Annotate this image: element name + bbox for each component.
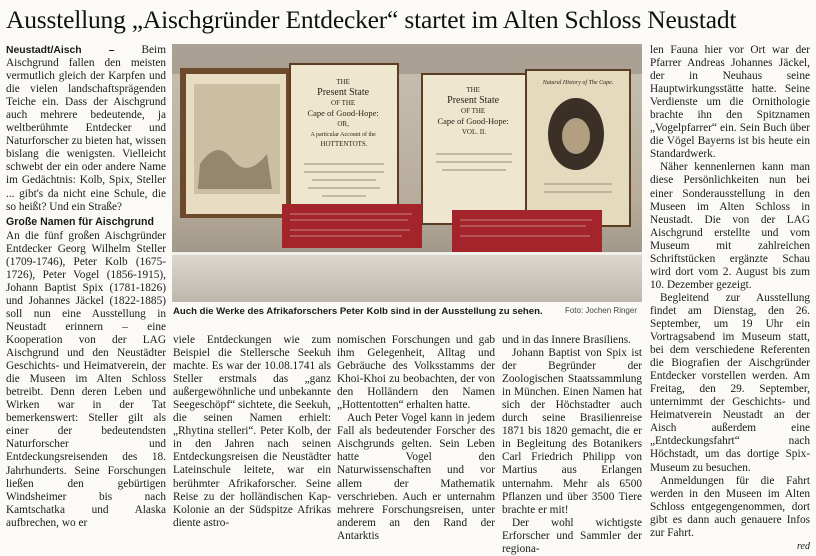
column-1 (6, 44, 166, 529)
paragraph: Der wohl wichtigste Erforscher und Sammler der regiona- (502, 516, 642, 555)
photo-caption (173, 306, 641, 322)
dateline: Neustadt/Aisch – (6, 45, 115, 56)
lead-paragraph (6, 44, 166, 214)
right-book-title: THE Present State OF THE Cape of Good-Hope: VOL. II. (437, 86, 509, 136)
photo-illustration (172, 44, 642, 302)
paragraph: nomischen Forschungen und gab ihm Gelegenheit, Alltag und Gebräuche des Volksstamms der Khoi-Khoi zu beobachten, der von den Holländern den Namen „Hottentotten“ erhalten hatte. (337, 334, 495, 412)
paragraph: An die fünf großen Aischgründer Entdecker Georg Wilhelm Steller (1709-1746), Peter Kolb (1675-1726), Peter Vogel (1856-1915), Johann Baptist Spix (1781-1826) und Johannes Jäckel (1822-1885) soll nun eine Ausstellung in Neustadt erinnern – eine Kooperation von der LAG Aischgrund und den Neustädter Geschichts- und Heimatverein, der die Museen im Alten Schloss betreibt. Denn deren Leben und Wirken war in der Tat bemerkenswert: Steller gilt als einer der bedeutendsten Naturforscher und Entdeckungsreisenden des 18. Jahrhunderts. Seine Forschungen ließen den gebürtigen Windsheimer bis nach Kamtschatka und Alaska aufbrechen, wo er (6, 229, 166, 529)
photo-credit: Foto: Jochen Ringer (564, 306, 637, 315)
subheading: Große Namen für Aischgrund (6, 215, 154, 228)
paragraph: Näher kennenlernen kann man diese Persönlichkeiten nun bei einer Sonderausstellung in den Museen im Alten Schloss in Neustadt. Die von der LAG Aischgrund erstellte und vom Museum mit zahlreichen Schriftstücken ergänzte Schau wird dort vom 2. August bis zum 10. Dezember gezeigt. (650, 161, 810, 291)
column-5 (650, 44, 810, 552)
right-book-subtitle: Natural History of The Cape. (542, 80, 614, 86)
exhibition-photo (172, 44, 642, 302)
left-book (180, 64, 398, 222)
paragraph: viele Entdeckungen wie zum Beispiel die Stellersche Seekuh machte. Es war der 10.08.1741 als Steller erstmals das „ganz außergewöhnliche und unbekannte Seegeschöpf“ sichtete, die Seekuh, die seinen Namen erhielt: „Rhytina stelleri“. Peter Kolb, der in den Jahren nach seinen Entdeckungsreisen die Neustädter Lateinschule leitete, war ein berühmter Afrikaforscher. Seine Reise zu der holländischen Kap-Kolonie an der Südspitze Afrikas diente astro- (173, 334, 331, 529)
paragraph: Johann Baptist von Spix ist der Begründer der Zoologischen Staatssammlung in München. Einen Namen hat sich der Höchstadter auch durch seine Brasilienreise 1871 bis 1820 gemacht, die er in Begleitung des Botanikers Carl Friedrich Philipp von Martius aus Erlangen unternahm. Mehr als 6500 Pflanzen und über 3500 Tiere brachte er mit! (502, 347, 642, 516)
right-label-card (452, 210, 602, 252)
paragraph: Begleitend zur Ausstellung findet am Dienstag, den 26. September, um 19 Uhr ein Vortragsabend im Museum statt, bei dem verschiedene Referenten die Biografien der Aischgründer Entdecker vorstellen werden. Am Freitag, den 29. September, unternimmt der Geschichts- und Heimatverein Neustadt an der Aisch außerdem eine „Entdeckungsfahrt“ nach Höchstadt, um das dortige Spix-Museum zu besuchen. (650, 291, 810, 474)
paragraph: Auch Peter Vogel kann in jedem Fall als bedeutender Forscher des Aischgrunds gelten. Sein Leben hatte Vogel den Naturwissenschaften und vor allem der Mathematik verschrieben. Auch er unternahm mehrere Forschungsreisen, unter anderem an den Rand der Antarktis (337, 412, 495, 542)
right-book (422, 70, 630, 226)
left-label-card (282, 204, 422, 248)
left-book-title: THE Present State OF THE Cape of Good-Hope: OR, A particular Account of the HOTTENTOTS. (307, 78, 379, 148)
caption-text: Auch die Werke des Afrikaforschers Peter Kolb sind in der Ausstellung zu sehen. (173, 306, 543, 317)
column-2 (173, 334, 331, 529)
paragraph: und in das Innere Brasiliens. (502, 334, 631, 346)
column-4 (502, 334, 642, 555)
author-signature: red (797, 540, 810, 552)
headline: Ausstellung „Aischgründer Entdecker“ startet im Alten Schloss Neustadt (6, 5, 737, 34)
paragraph: len Fauna hier vor Ort war der Pfarrer Andreas Johannes Jäckel, der in Neuhaus seine Hauptwirkungsstätte hatte. Seine Verdienste um die Ornithologie brachte ihn den Spitznamen „Vogelpfarrer“ ein. Sein Buch über die Vögel Bayerns ist bis heute ein Standardwerk. (650, 44, 810, 161)
paragraph: Anmeldungen für die Fahrt werden in den Museen im Alten Schloss entgegengenommen, dort gibt es dann auch genauere Infos zur Fahrt. (650, 474, 810, 539)
column-3 (337, 334, 495, 542)
lead-text: Beim Aischgrund fallen den meisten vermutlich gleich der Karpfen und die vielen landschaftsprägenden Teiche ein. Dass der Aischgrund auch mehrere bedeutende, ja weltberühmte Entdecker und Naturforscher zu bieten hat, wissen bislang die wenigsten. Vielleicht schwebt der ein oder andere Name im Gedächtnis: Kolb, Spix, Steller ... gibt's da nicht eine Schule, die so heißt? Und ein Straße? (6, 44, 166, 213)
